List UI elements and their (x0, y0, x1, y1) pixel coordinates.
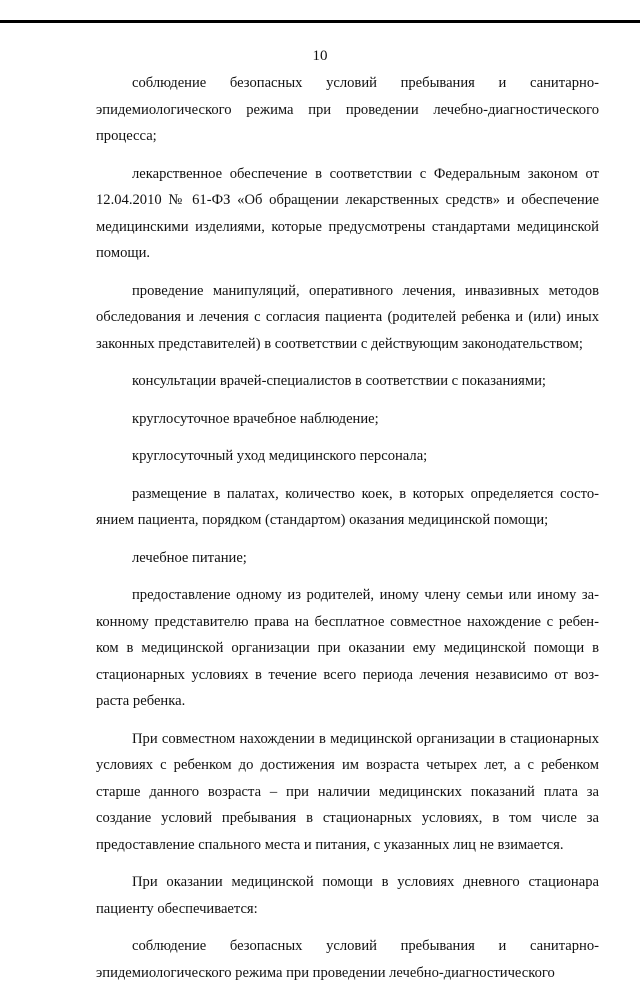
paragraph-9: предоставление одному из родителей, иному члену семьи или иному законному представителю права на бесплатное совместное нахождение с ребенком в медицинской организации при оказании ему медицинской помощи в стационарных условиях в течение всего периода лечения независимо от возраста ребенка. (96, 587, 599, 709)
paragraph-4: консультации врачей-специалистов в соответствии с показаниями; (132, 373, 546, 389)
document-body (96, 70, 599, 997)
paragraph-8: лечебное питание; (132, 549, 247, 566)
paragraph-3: проведение манипуляций, оперативного лечения, инвазивных методов обследования и лечения с согласия пациента (родителей ребенка и (или) иных законных представителей) в соответствии с действующим законодательством; (96, 282, 599, 352)
paragraph-5: круглосуточное врачебное наблюдение; (132, 410, 379, 427)
page-number: 10 (312, 48, 328, 64)
paragraph-11: При оказании медицинской помощи в условиях дневного стационара пациенту обеспечивается: (96, 874, 599, 917)
paragraph-10: При совместном нахождении в медицинской организации в стационарных условиях с ребенком до достижения им возраста четырех лет, а с ребенком старше данного возраста – при наличии медицинских показаний плата за создание условий пребывания в стационарных условиях, в том числе за предоставление спального места и питания, с указанных лиц не взимается. (96, 730, 599, 853)
top-rule (0, 20, 640, 23)
paragraph-12: соблюдение безопасных условий пребывания и санитарно-эпидемиологического режима при проведении лечебно-диагностического (96, 938, 599, 981)
paragraph-1: соблюдение безопасных условий пребывания и санитарно-эпидемиологического режима при проведении лечебно-диагностического процесса; (96, 75, 599, 144)
paragraph-7: размещение в палатах, количество коек, в которых определяется состоянием пациента, порядком (стандартом) оказания медицинской помощи; (96, 485, 599, 528)
paragraph-2: лекарственное обеспечение в соответствии с Федеральным законом от 12.04.2010 № 61-ФЗ «Об обращении лекарственных средств» и обеспечение медицинскими изделиями, которые предусмотрены стандартами медицинской помощи. (96, 165, 599, 261)
paragraph-6: круглосуточный уход медицинского персонала; (132, 448, 428, 464)
